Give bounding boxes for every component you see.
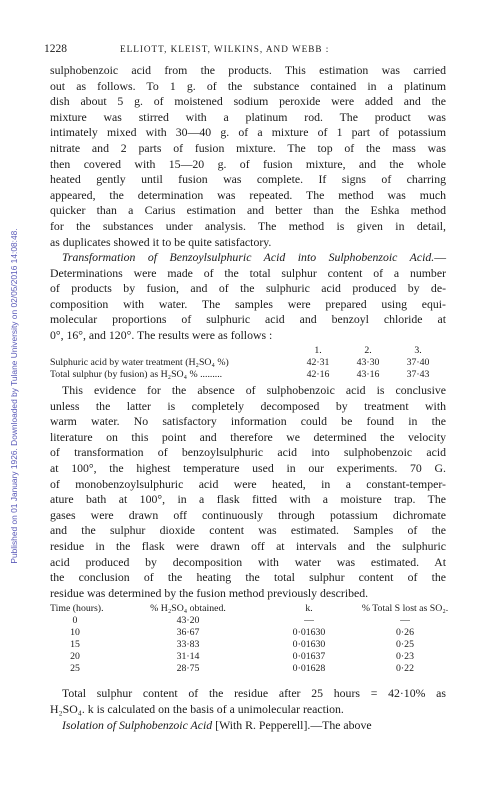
paragraph-transformation-body [50,250,446,344]
text-line: gases were drawn off continuously through potassium dichromate [50,507,446,522]
page-number: 1228 [44,43,67,55]
page-header [44,43,438,57]
table-cell: 0·01628 [292,663,326,674]
text-line: sulphobenzoic acid from the products. This estimation was carried [50,63,446,77]
table-row [50,639,450,651]
table-cell: 0·01630 [292,627,326,638]
table-cell: 43·16 [356,369,380,380]
table-row [50,369,450,381]
text-line: composition with water. The samples were prepared using equi- [50,296,446,311]
table-cell: 0·25 [396,639,414,650]
text-line: dish about 5 g. of moistened sodium peroxide were added and the [50,94,446,109]
table-cell: 25 [70,663,80,674]
text-line: the conclusion of the heating the total sulphur content of the [50,570,446,585]
text-line: acid produced by decomposition with water was estimated. At [50,554,446,569]
text-line: of monobenzoylsulphuric acid were heated, in a constant-temper- [50,476,446,491]
text-line: at 100°, the highest temperature used in our experiments. 70 G. [50,460,446,475]
column-header: Time (hours). [50,603,104,614]
text-line: Determinations were made of the total sulphur content of a number [50,265,446,280]
table-cell: 43·30 [356,357,380,368]
row-label: Sulphuric acid by water treatment (H₂SO₄ %) [50,357,229,368]
table-cell: 0·23 [396,651,414,662]
table-cell: 10 [70,627,80,638]
text-line: as duplicates showed it to be quite satisfactory. [50,234,272,249]
text-line: of transformation of benzoylsulphuric acid into sulphobenzoic acid [50,445,446,460]
column-header: % H₂SO₄ obtained. [150,603,226,614]
text-line: then covered with 15—20 g. of fusion mixture, and the whole [50,156,446,171]
table-cell: 0·26 [396,627,414,638]
text-line: of products by fusion, and of the sulphuric acid produced by de- [50,281,446,296]
table-cell: — [400,615,410,626]
text-line: residue was determined by the fusion method previously described. [50,585,369,600]
text-line: H₂SO₄. k is calculated on the basis of a unimolecular reaction. [50,701,344,716]
table-cell: — [304,615,314,626]
section-heading-line [50,250,446,266]
text-line: appeared, the determination was repeated. The method was much [50,187,446,202]
paragraph-velocity [50,383,446,601]
table-cell: 15 [70,639,80,650]
text-line: quicker than a Carius estimation and better than the Eshka method [50,203,446,218]
text-line: 0°, 16°, and 120°. The results were as follows : [50,327,273,342]
text-line: Total sulphur content of the residue after 25 hours = 42·10% as [62,686,446,700]
table-cell: 0·01630 [292,639,326,650]
paragraph-isolation [50,718,446,734]
table-cell: 28·75 [176,663,200,674]
section-heading-transformation: Transformation of Benzoylsulphuric Acid into Sulphobenzoic Acid. [62,250,435,264]
text-line: intimately mixed with 30—40 g. of a mixture of 1 part of potassium [50,125,446,140]
table-cell: 42·31 [306,357,330,368]
section-heading-line [50,718,446,734]
column-header: 3. [414,345,422,356]
text-line: residue in the flask were drawn off at intervals and the sulphuric [50,538,446,553]
text-line: ature bath at 100°, in a flask fitted with a moisture trap. The [50,492,446,507]
table-cell: 20 [70,651,80,662]
table-cell: 36·67 [176,627,200,638]
column-header: 1. [314,345,322,356]
paragraph-total-sulphur [50,686,446,717]
text-line: unless the latter is completely decomposed by treatment with [50,398,446,413]
text-line: for the substances under analysis. The method is given in detail, [50,218,446,233]
table-header-row [50,603,450,615]
text-line: out as follows. To 1 g. of the substance contained in a platinum [50,78,446,93]
table-row [50,627,450,639]
column-header: 2. [364,345,372,356]
text-line: molecular proportions of sulphuric acid and benzoyl chloride at [50,312,446,327]
table-cell: 43·20 [176,615,200,626]
table-cell: 31·14 [176,651,200,662]
text-line: mixture was stirred with a platinum rod. The product was [50,109,446,124]
table-cell: 37·43 [406,369,430,380]
table-row [50,615,450,627]
table-row [50,663,450,675]
table-cell: 33·83 [176,639,200,650]
table-row [50,357,450,369]
text-line: This evidence for the absence of sulphobenzoic acid is conclusive [62,383,446,397]
table-cell: 37·40 [406,357,430,368]
text-line: and the sulphur dioxide content was estimated. Samples of the [50,523,446,538]
text-line: heated gently until fusion was complete. If signs of charring [50,172,446,187]
text-line: warm water. No satisfactory information could be found in the [50,414,446,429]
table-cell: 0 [72,615,78,626]
section-heading-isolation: Isolation of Sulphobenzoic Acid [62,718,213,732]
running-title: ELLIOTT, KLEIST, WILKINS, AND WEBB : [120,44,330,54]
table-row [50,651,450,663]
text-line: literature on this point and therefore we determined the velocity [50,429,446,444]
column-header: % Total S lost as SO₂. [361,603,449,614]
row-label: Total sulphur (by fusion) as H₂SO₄ % ......... [50,369,223,380]
table-cell: 0·22 [396,663,414,674]
paragraph-fusion-method [50,63,446,250]
text-line: nitrate and 2 parts of fusion mixture. The top of the mass was [50,140,446,155]
table-header-row [50,345,450,357]
table-cell: 42·16 [306,369,330,380]
column-header: k. [305,603,313,614]
text-line: [With R. Pepperell].—The above [212,718,372,732]
table-cell: 0·01637 [292,651,326,662]
download-margin-note: Published on 01 January 1926. Downloaded by Tulane University on 02/05/2016 14:08:48. [8,228,19,564]
heading-dash: — [434,250,446,264]
